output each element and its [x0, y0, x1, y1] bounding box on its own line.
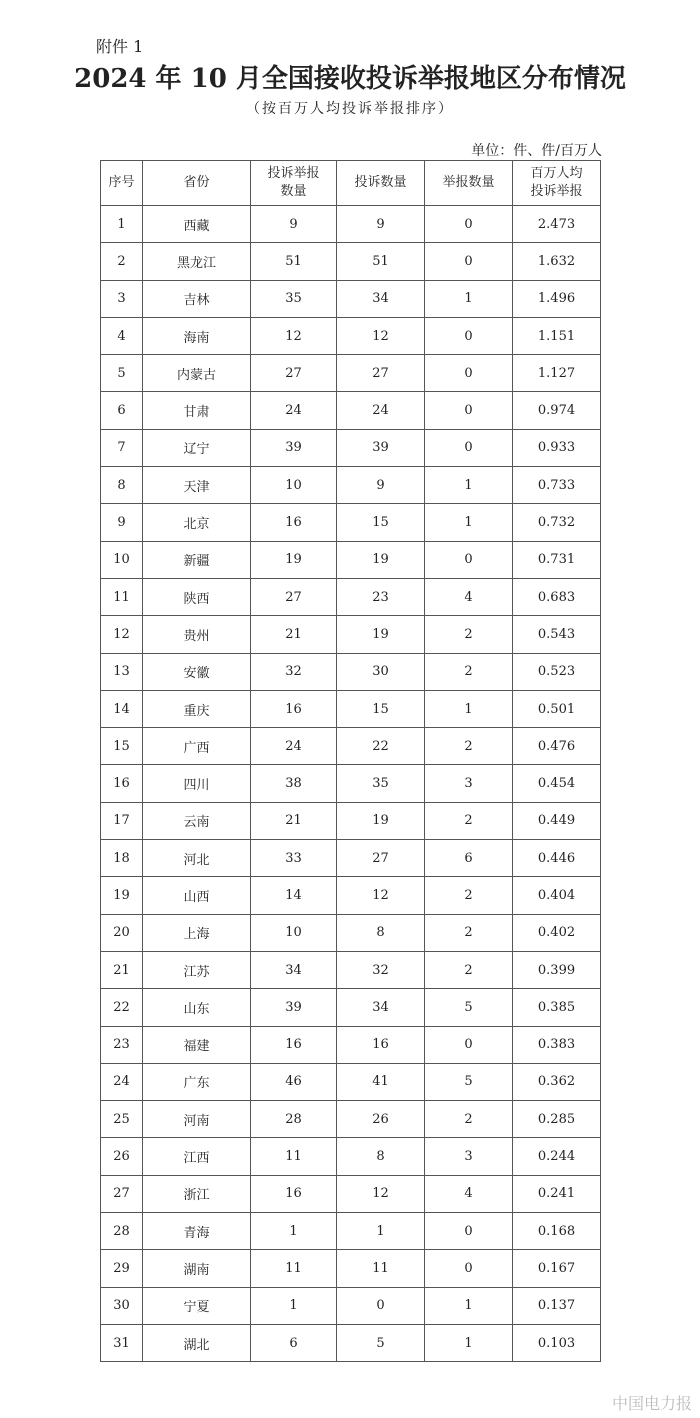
cell-province: 辽宁 [143, 429, 251, 466]
cell-reports: 0 [425, 317, 513, 354]
table-row [101, 653, 601, 690]
unit-note: 单位：件、件/百万人 [471, 143, 602, 159]
cell-total: 24 [251, 392, 337, 429]
cell-complaints: 19 [337, 802, 425, 839]
cell-province: 重庆 [143, 690, 251, 727]
cell-rank: 29 [101, 1250, 143, 1287]
cell-rank: 28 [101, 1213, 143, 1250]
cell-total: 6 [251, 1324, 337, 1361]
cell-per-million: 0.385 [513, 989, 601, 1026]
cell-province: 广东 [143, 1063, 251, 1100]
cell-rank: 30 [101, 1287, 143, 1324]
cell-reports: 0 [425, 1026, 513, 1063]
cell-complaints: 26 [337, 1101, 425, 1138]
table-row [101, 1063, 601, 1100]
cell-province: 湖南 [143, 1250, 251, 1287]
cell-reports: 1 [425, 504, 513, 541]
table-row [101, 616, 601, 653]
cell-total: 39 [251, 429, 337, 466]
page-subtitle: （按百万人均投诉举报排序） [246, 101, 454, 117]
cell-complaints: 1 [337, 1213, 425, 1250]
cell-province: 吉林 [143, 280, 251, 317]
cell-province: 湖北 [143, 1324, 251, 1361]
cell-complaints: 0 [337, 1287, 425, 1324]
cell-reports: 4 [425, 578, 513, 615]
table-row [101, 840, 601, 877]
cell-per-million: 0.446 [513, 840, 601, 877]
cell-total: 12 [251, 317, 337, 354]
cell-reports: 2 [425, 951, 513, 988]
col-header-complaints: 投诉数量 [337, 161, 425, 206]
cell-province: 福建 [143, 1026, 251, 1063]
table-row [101, 1101, 601, 1138]
cell-reports: 3 [425, 765, 513, 802]
cell-reports: 0 [425, 392, 513, 429]
cell-total: 1 [251, 1287, 337, 1324]
cell-reports: 0 [425, 541, 513, 578]
cell-rank: 27 [101, 1175, 143, 1212]
cell-reports: 1 [425, 690, 513, 727]
cell-rank: 3 [101, 280, 143, 317]
cell-complaints: 19 [337, 541, 425, 578]
cell-complaints: 22 [337, 728, 425, 765]
cell-total: 27 [251, 355, 337, 392]
cell-total: 10 [251, 467, 337, 504]
cell-reports: 1 [425, 1324, 513, 1361]
table-row [101, 951, 601, 988]
table-row [101, 504, 601, 541]
cell-per-million: 0.733 [513, 467, 601, 504]
cell-complaints: 9 [337, 467, 425, 504]
cell-rank: 21 [101, 951, 143, 988]
cell-complaints: 19 [337, 616, 425, 653]
cell-rank: 15 [101, 728, 143, 765]
cell-per-million: 0.404 [513, 877, 601, 914]
cell-reports: 0 [425, 429, 513, 466]
cell-total: 1 [251, 1213, 337, 1250]
table-row [101, 690, 601, 727]
cell-complaints: 24 [337, 392, 425, 429]
cell-total: 46 [251, 1063, 337, 1100]
cell-complaints: 16 [337, 1026, 425, 1063]
cell-total: 16 [251, 690, 337, 727]
cell-rank: 6 [101, 392, 143, 429]
cell-rank: 2 [101, 243, 143, 280]
cell-total: 51 [251, 243, 337, 280]
cell-per-million: 0.167 [513, 1250, 601, 1287]
table-row [101, 765, 601, 802]
cell-per-million: 1.151 [513, 317, 601, 354]
table-row [101, 429, 601, 466]
cell-per-million: 0.241 [513, 1175, 601, 1212]
cell-per-million: 0.543 [513, 616, 601, 653]
cell-province: 河北 [143, 840, 251, 877]
cell-complaints: 8 [337, 1138, 425, 1175]
cell-reports: 2 [425, 877, 513, 914]
cell-reports: 1 [425, 1287, 513, 1324]
cell-reports: 0 [425, 1213, 513, 1250]
cell-rank: 12 [101, 616, 143, 653]
cell-complaints: 32 [337, 951, 425, 988]
attachment-label: 附件 1 [96, 37, 144, 56]
table-row [101, 392, 601, 429]
cell-province: 山东 [143, 989, 251, 1026]
cell-province: 宁夏 [143, 1287, 251, 1324]
cell-complaints: 51 [337, 243, 425, 280]
cell-reports: 1 [425, 280, 513, 317]
cell-reports: 6 [425, 840, 513, 877]
cell-complaints: 23 [337, 578, 425, 615]
cell-per-million: 0.523 [513, 653, 601, 690]
cell-province: 甘肃 [143, 392, 251, 429]
cell-rank: 20 [101, 914, 143, 951]
cell-total: 10 [251, 914, 337, 951]
cell-per-million: 0.103 [513, 1324, 601, 1361]
cell-province: 北京 [143, 504, 251, 541]
cell-complaints: 5 [337, 1324, 425, 1361]
table-row [101, 877, 601, 914]
cell-complaints: 35 [337, 765, 425, 802]
cell-reports: 0 [425, 1250, 513, 1287]
cell-per-million: 0.383 [513, 1026, 601, 1063]
cell-total: 16 [251, 1026, 337, 1063]
cell-province: 河南 [143, 1101, 251, 1138]
cell-reports: 2 [425, 914, 513, 951]
table-row [101, 243, 601, 280]
cell-rank: 17 [101, 802, 143, 839]
cell-rank: 13 [101, 653, 143, 690]
cell-per-million: 0.362 [513, 1063, 601, 1100]
cell-complaints: 12 [337, 877, 425, 914]
cell-province: 江西 [143, 1138, 251, 1175]
cell-rank: 23 [101, 1026, 143, 1063]
cell-rank: 7 [101, 429, 143, 466]
cell-complaints: 12 [337, 317, 425, 354]
table-row [101, 467, 601, 504]
cell-rank: 31 [101, 1324, 143, 1361]
cell-complaints: 27 [337, 840, 425, 877]
cell-complaints: 27 [337, 355, 425, 392]
table-row [101, 1026, 601, 1063]
weibo-watermark: 中国电力报 [611, 1394, 692, 1413]
cell-province: 陕西 [143, 578, 251, 615]
cell-total: 38 [251, 765, 337, 802]
cell-reports: 5 [425, 1063, 513, 1100]
cell-per-million: 0.501 [513, 690, 601, 727]
cell-per-million: 0.732 [513, 504, 601, 541]
cell-total: 33 [251, 840, 337, 877]
cell-province: 天津 [143, 467, 251, 504]
cell-total: 28 [251, 1101, 337, 1138]
cell-per-million: 0.137 [513, 1287, 601, 1324]
cell-rank: 10 [101, 541, 143, 578]
cell-complaints: 39 [337, 429, 425, 466]
cell-province: 云南 [143, 802, 251, 839]
complaints-table [100, 160, 601, 1362]
cell-complaints: 15 [337, 690, 425, 727]
table-header-row [101, 161, 601, 206]
cell-reports: 0 [425, 355, 513, 392]
cell-total: 16 [251, 1175, 337, 1212]
cell-per-million: 0.731 [513, 541, 601, 578]
cell-province: 黑龙江 [143, 243, 251, 280]
cell-province: 广西 [143, 728, 251, 765]
table-row [101, 206, 601, 243]
cell-reports: 3 [425, 1138, 513, 1175]
cell-reports: 2 [425, 653, 513, 690]
table-row [101, 280, 601, 317]
cell-complaints: 9 [337, 206, 425, 243]
cell-reports: 1 [425, 467, 513, 504]
cell-per-million: 1.496 [513, 280, 601, 317]
cell-province: 青海 [143, 1213, 251, 1250]
cell-reports: 0 [425, 206, 513, 243]
cell-complaints: 34 [337, 989, 425, 1026]
cell-per-million: 0.476 [513, 728, 601, 765]
cell-province: 浙江 [143, 1175, 251, 1212]
cell-province: 四川 [143, 765, 251, 802]
cell-per-million: 0.449 [513, 802, 601, 839]
cell-total: 32 [251, 653, 337, 690]
cell-total: 39 [251, 989, 337, 1026]
col-header-rank: 序号 [101, 161, 143, 206]
cell-rank: 22 [101, 989, 143, 1026]
table-row [101, 1175, 601, 1212]
cell-total: 35 [251, 280, 337, 317]
cell-rank: 24 [101, 1063, 143, 1100]
cell-per-million: 0.402 [513, 914, 601, 951]
cell-province: 海南 [143, 317, 251, 354]
cell-total: 21 [251, 802, 337, 839]
cell-reports: 4 [425, 1175, 513, 1212]
cell-rank: 19 [101, 877, 143, 914]
cell-rank: 8 [101, 467, 143, 504]
cell-total: 16 [251, 504, 337, 541]
cell-rank: 1 [101, 206, 143, 243]
table-row [101, 728, 601, 765]
cell-rank: 16 [101, 765, 143, 802]
cell-reports: 2 [425, 616, 513, 653]
cell-complaints: 34 [337, 280, 425, 317]
cell-complaints: 12 [337, 1175, 425, 1212]
cell-complaints: 41 [337, 1063, 425, 1100]
cell-reports: 2 [425, 728, 513, 765]
cell-complaints: 11 [337, 1250, 425, 1287]
cell-rank: 5 [101, 355, 143, 392]
cell-total: 24 [251, 728, 337, 765]
cell-province: 贵州 [143, 616, 251, 653]
cell-per-million: 0.454 [513, 765, 601, 802]
cell-province: 内蒙古 [143, 355, 251, 392]
cell-per-million: 1.632 [513, 243, 601, 280]
table-row [101, 989, 601, 1026]
col-header-reports: 举报数量 [425, 161, 513, 206]
cell-reports: 5 [425, 989, 513, 1026]
cell-total: 21 [251, 616, 337, 653]
table-row [101, 1138, 601, 1175]
cell-per-million: 0.244 [513, 1138, 601, 1175]
cell-per-million: 2.473 [513, 206, 601, 243]
cell-rank: 25 [101, 1101, 143, 1138]
cell-total: 34 [251, 951, 337, 988]
table-row [101, 802, 601, 839]
cell-rank: 9 [101, 504, 143, 541]
table-row [101, 541, 601, 578]
cell-reports: 0 [425, 243, 513, 280]
cell-total: 11 [251, 1138, 337, 1175]
cell-rank: 11 [101, 578, 143, 615]
cell-province: 新疆 [143, 541, 251, 578]
cell-per-million: 1.127 [513, 355, 601, 392]
cell-total: 19 [251, 541, 337, 578]
cell-total: 9 [251, 206, 337, 243]
cell-province: 西藏 [143, 206, 251, 243]
cell-per-million: 0.974 [513, 392, 601, 429]
cell-per-million: 0.168 [513, 1213, 601, 1250]
table-row [101, 317, 601, 354]
cell-rank: 18 [101, 840, 143, 877]
table-row [101, 578, 601, 615]
cell-province: 上海 [143, 914, 251, 951]
cell-province: 安徽 [143, 653, 251, 690]
cell-rank: 4 [101, 317, 143, 354]
table-row [101, 1324, 601, 1361]
cell-complaints: 8 [337, 914, 425, 951]
cell-rank: 14 [101, 690, 143, 727]
col-header-total: 投诉举报数量 [251, 161, 337, 206]
cell-per-million: 0.399 [513, 951, 601, 988]
table-row [101, 1213, 601, 1250]
cell-per-million: 0.933 [513, 429, 601, 466]
col-header-per-million: 百万人均投诉举报 [513, 161, 601, 206]
cell-complaints: 15 [337, 504, 425, 541]
cell-total: 27 [251, 578, 337, 615]
cell-reports: 2 [425, 802, 513, 839]
page-title: 2024 年 10 月全国接收投诉举报地区分布情况 [74, 64, 626, 94]
table-row [101, 1250, 601, 1287]
col-header-province: 省份 [143, 161, 251, 206]
cell-reports: 2 [425, 1101, 513, 1138]
cell-total: 14 [251, 877, 337, 914]
cell-per-million: 0.285 [513, 1101, 601, 1138]
table-row [101, 355, 601, 392]
cell-per-million: 0.683 [513, 578, 601, 615]
cell-rank: 26 [101, 1138, 143, 1175]
table-row [101, 1287, 601, 1324]
cell-province: 山西 [143, 877, 251, 914]
cell-total: 11 [251, 1250, 337, 1287]
cell-complaints: 30 [337, 653, 425, 690]
table-row [101, 914, 601, 951]
cell-province: 江苏 [143, 951, 251, 988]
